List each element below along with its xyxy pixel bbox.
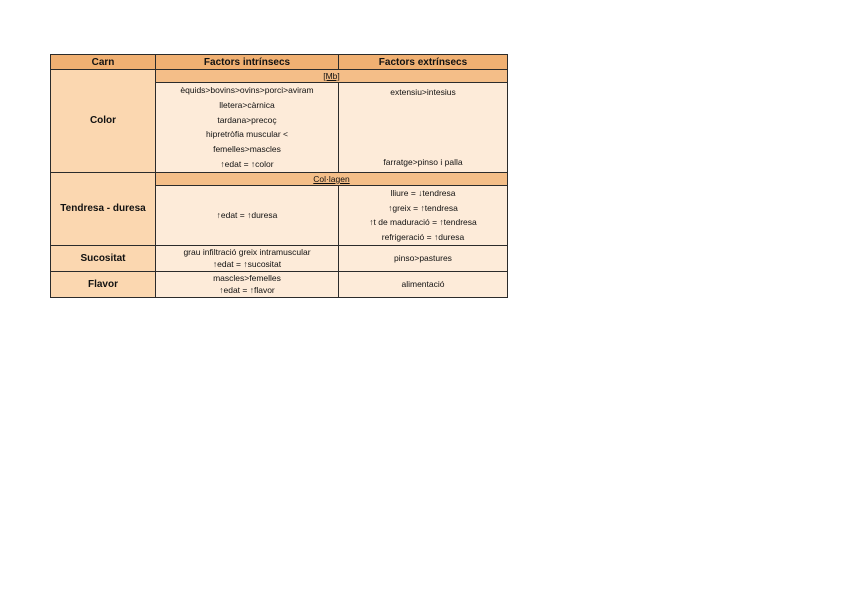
color-intrinsic: èquids>bovins>ovins>porci>aviram lletera>càrnica tardana>precoç hipretròfia muscular < femelles>mascles ↑edat = ↑color [156,83,339,173]
header-intrinsic: Factors intrínsecs [156,55,339,70]
sucositat-extrinsic: pinso>pastures [339,245,508,271]
row-label-tendresa: Tendresa - duresa [51,172,156,245]
header-extrinsic: Factors extrínsecs [339,55,508,70]
header-carn: Carn [51,55,156,70]
color-extrinsic: extensiu>intesius farratge>pinso i palla [339,83,508,173]
flavor-extrinsic: alimentació [339,271,508,297]
flavor-intrinsic: mascles>femelles ↑edat = ↑flavor [156,271,339,297]
row-label-color: Color [51,70,156,173]
row-label-sucositat: Sucositat [51,245,156,271]
header-row [51,55,508,70]
meat-factors-table [50,54,508,298]
tendresa-intrinsic: ↑edat = ↑duresa [156,185,339,245]
tendresa-extrinsic: lliure = ↓tendresa ↑greix = ↑tendresa ↑t de maduració = ↑tendresa refrigeració = ↑duresa [339,185,508,245]
section-collagen: Col·lagen [156,172,508,185]
sucositat-intrinsic: grau infiltració greix intramuscular ↑edat = ↑sucositat [156,245,339,271]
row-label-flavor: Flavor [51,271,156,297]
section-mb: [Mb] [156,70,508,83]
